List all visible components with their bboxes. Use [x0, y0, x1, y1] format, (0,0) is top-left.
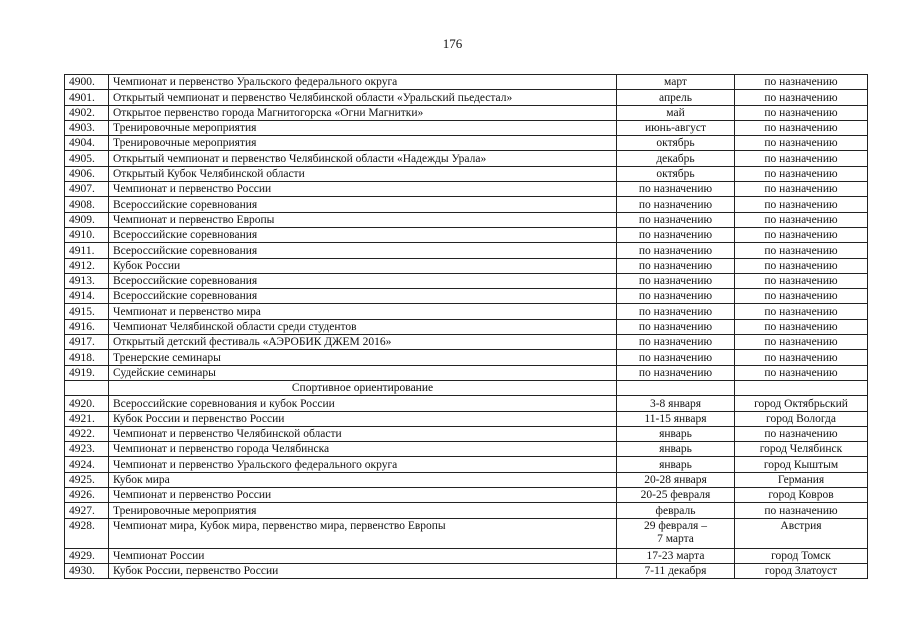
event-place-cell: по назначению	[735, 105, 868, 120]
event-date-cell: по назначению	[617, 227, 735, 242]
event-place-cell: по назначению	[735, 289, 868, 304]
table-row	[65, 396, 868, 411]
table-row	[65, 120, 868, 135]
table-row	[65, 563, 868, 578]
table-row	[65, 212, 868, 227]
event-date-cell: по назначению	[617, 350, 735, 365]
row-number-cell: 4912.	[65, 258, 109, 273]
event-name-cell: Спортивное ориентирование	[109, 380, 617, 395]
table-row	[65, 75, 868, 90]
table-row	[65, 166, 868, 181]
event-date-cell: июнь-август	[617, 120, 735, 135]
event-date-cell: январь	[617, 442, 735, 457]
section-header-row	[65, 380, 868, 395]
row-number-cell: 4920.	[65, 396, 109, 411]
event-name-cell: Тренировочные мероприятия	[109, 136, 617, 151]
event-name-cell: Всероссийские соревнования	[109, 273, 617, 288]
event-place-cell: по назначению	[735, 182, 868, 197]
event-name-cell: Всероссийские соревнования и кубок России	[109, 396, 617, 411]
event-date-cell: 17-23 марта	[617, 548, 735, 563]
event-name-cell: Всероссийские соревнования	[109, 289, 617, 304]
table-row	[65, 488, 868, 503]
row-number-cell: 4924.	[65, 457, 109, 472]
event-date-cell: по назначению	[617, 365, 735, 380]
event-date-cell: 20-28 января	[617, 472, 735, 487]
row-number-cell: 4921.	[65, 411, 109, 426]
event-date-cell: по назначению	[617, 182, 735, 197]
row-number-cell: 4925.	[65, 472, 109, 487]
table-row	[65, 243, 868, 258]
event-date-cell: февраль	[617, 503, 735, 518]
event-date-cell: январь	[617, 426, 735, 441]
row-number-cell: 4907.	[65, 182, 109, 197]
event-date-cell	[617, 380, 735, 395]
row-number-cell: 4914.	[65, 289, 109, 304]
page-number: 176	[442, 36, 463, 51]
event-name-cell: Открытый чемпионат и первенство Челябинской области «Уральский пьедестал»	[109, 90, 617, 105]
table-row	[65, 304, 868, 319]
event-place-cell: город Ковров	[735, 488, 868, 503]
event-name-cell: Чемпионат и первенство мира	[109, 304, 617, 319]
table-body	[65, 75, 868, 579]
event-name-cell: Чемпионат и первенство Европы	[109, 212, 617, 227]
event-date-cell: по назначению	[617, 335, 735, 350]
event-place-cell: по назначению	[735, 120, 868, 135]
event-place-cell: по назначению	[735, 136, 868, 151]
table-row	[65, 350, 868, 365]
event-name-cell: Чемпионат России	[109, 548, 617, 563]
event-name-cell: Тренерские семинары	[109, 350, 617, 365]
table-row	[65, 411, 868, 426]
event-date-cell: по назначению	[617, 212, 735, 227]
event-date-cell: по назначению	[617, 243, 735, 258]
event-name-cell: Кубок России	[109, 258, 617, 273]
row-number-cell: 4923.	[65, 442, 109, 457]
row-number-cell: 4930.	[65, 563, 109, 578]
event-date-cell: октябрь	[617, 166, 735, 181]
event-name-cell: Открытый детский фестиваль «АЭРОБИК ДЖЕМ 2016»	[109, 335, 617, 350]
event-date-cell: 3-8 января	[617, 396, 735, 411]
event-date-cell: 11-15 января	[617, 411, 735, 426]
row-number-cell: 4902.	[65, 105, 109, 120]
event-name-cell: Чемпионат и первенство Уральского федерального округа	[109, 457, 617, 472]
event-name-cell: Чемпионат и первенство России	[109, 488, 617, 503]
event-date-cell: по назначению	[617, 304, 735, 319]
event-place-cell: по назначению	[735, 212, 868, 227]
event-date-cell: март	[617, 75, 735, 90]
table-row	[65, 136, 868, 151]
row-number-cell: 4900.	[65, 75, 109, 90]
event-name-cell: Кубок России и первенство России	[109, 411, 617, 426]
event-date-cell: по назначению	[617, 319, 735, 334]
event-date-cell: по назначению	[617, 289, 735, 304]
table-row	[65, 273, 868, 288]
event-place-cell: по назначению	[735, 503, 868, 518]
event-place-cell: по назначению	[735, 365, 868, 380]
event-name-cell: Всероссийские соревнования	[109, 197, 617, 212]
table-row	[65, 503, 868, 518]
event-date-cell: декабрь	[617, 151, 735, 166]
row-number-cell: 4926.	[65, 488, 109, 503]
event-date-cell: январь	[617, 457, 735, 472]
event-place-cell: по назначению	[735, 151, 868, 166]
event-date-cell: 29 февраля – 7 марта	[617, 518, 735, 548]
table-row	[65, 548, 868, 563]
row-number-cell: 4927.	[65, 503, 109, 518]
event-place-cell: город Челябинск	[735, 442, 868, 457]
row-number-cell: 4929.	[65, 548, 109, 563]
event-name-cell: Чемпионат и первенство России	[109, 182, 617, 197]
event-place-cell: Германия	[735, 472, 868, 487]
row-number-cell: 4918.	[65, 350, 109, 365]
event-name-cell: Судейские семинары	[109, 365, 617, 380]
row-number-cell: 4922.	[65, 426, 109, 441]
table-row	[65, 472, 868, 487]
table-row	[65, 258, 868, 273]
event-place-cell: Австрия	[735, 518, 868, 548]
event-name-cell: Чемпионат Челябинской области среди студентов	[109, 319, 617, 334]
event-place-cell: по назначению	[735, 243, 868, 258]
event-place-cell: по назначению	[735, 258, 868, 273]
event-date-cell: 7-11 декабря	[617, 563, 735, 578]
row-number-cell: 4901.	[65, 90, 109, 105]
event-place-cell: по назначению	[735, 350, 868, 365]
row-number-cell: 4909.	[65, 212, 109, 227]
event-name-cell: Чемпионат мира, Кубок мира, первенство мира, первенство Европы	[109, 518, 617, 548]
row-number-cell	[65, 380, 109, 395]
row-number-cell: 4905.	[65, 151, 109, 166]
table-row	[65, 227, 868, 242]
table-row	[65, 289, 868, 304]
events-table	[64, 74, 868, 579]
table-row	[65, 365, 868, 380]
event-date-cell: май	[617, 105, 735, 120]
row-number-cell: 4911.	[65, 243, 109, 258]
event-name-cell: Кубок мира	[109, 472, 617, 487]
row-number-cell: 4910.	[65, 227, 109, 242]
row-number-cell: 4916.	[65, 319, 109, 334]
event-name-cell: Чемпионат и первенство Уральского федерального округа	[109, 75, 617, 90]
event-place-cell: город Томск	[735, 548, 868, 563]
table-row	[65, 182, 868, 197]
table-row	[65, 151, 868, 166]
event-name-cell: Всероссийские соревнования	[109, 243, 617, 258]
row-number-cell: 4919.	[65, 365, 109, 380]
event-name-cell: Кубок России, первенство России	[109, 563, 617, 578]
event-date-cell: по назначению	[617, 273, 735, 288]
event-name-cell: Тренировочные мероприятия	[109, 120, 617, 135]
event-place-cell: по назначению	[735, 335, 868, 350]
table-row	[65, 457, 868, 472]
table-row	[65, 197, 868, 212]
event-place-cell: по назначению	[735, 273, 868, 288]
event-date-cell: по назначению	[617, 258, 735, 273]
row-number-cell: 4906.	[65, 166, 109, 181]
event-name-cell: Всероссийские соревнования	[109, 227, 617, 242]
table-row	[65, 319, 868, 334]
table-row	[65, 105, 868, 120]
event-place-cell: по назначению	[735, 197, 868, 212]
event-place-cell	[735, 380, 868, 395]
event-date-cell: апрель	[617, 90, 735, 105]
table-row	[65, 335, 868, 350]
event-name-cell: Открытый Кубок Челябинской области	[109, 166, 617, 181]
table-row	[65, 90, 868, 105]
event-place-cell: по назначению	[735, 90, 868, 105]
row-number-cell: 4908.	[65, 197, 109, 212]
event-name-cell: Тренировочные мероприятия	[109, 503, 617, 518]
row-number-cell: 4903.	[65, 120, 109, 135]
event-name-cell: Открытый чемпионат и первенство Челябинской области «Надежды Урала»	[109, 151, 617, 166]
row-number-cell: 4913.	[65, 273, 109, 288]
event-name-cell: Чемпионат и первенство Челябинской области	[109, 426, 617, 441]
event-place-cell: город Златоуст	[735, 563, 868, 578]
table-row	[65, 518, 868, 548]
event-place-cell: по назначению	[735, 426, 868, 441]
event-name-cell: Открытое первенство города Магнитогорска «Огни Магнитки»	[109, 105, 617, 120]
row-number-cell: 4917.	[65, 335, 109, 350]
row-number-cell: 4904.	[65, 136, 109, 151]
event-place-cell: по назначению	[735, 166, 868, 181]
event-place-cell: по назначению	[735, 319, 868, 334]
event-place-cell: город Кыштым	[735, 457, 868, 472]
event-place-cell: город Октябрьский	[735, 396, 868, 411]
event-place-cell: по назначению	[735, 304, 868, 319]
event-date-cell: 20-25 февраля	[617, 488, 735, 503]
event-name-cell: Чемпионат и первенство города Челябинска	[109, 442, 617, 457]
row-number-cell: 4915.	[65, 304, 109, 319]
table-row	[65, 442, 868, 457]
event-date-cell: по назначению	[617, 197, 735, 212]
event-place-cell: по назначению	[735, 75, 868, 90]
event-place-cell: город Вологда	[735, 411, 868, 426]
event-date-cell: октябрь	[617, 136, 735, 151]
row-number-cell: 4928.	[65, 518, 109, 548]
table-row	[65, 426, 868, 441]
event-place-cell: по назначению	[735, 227, 868, 242]
